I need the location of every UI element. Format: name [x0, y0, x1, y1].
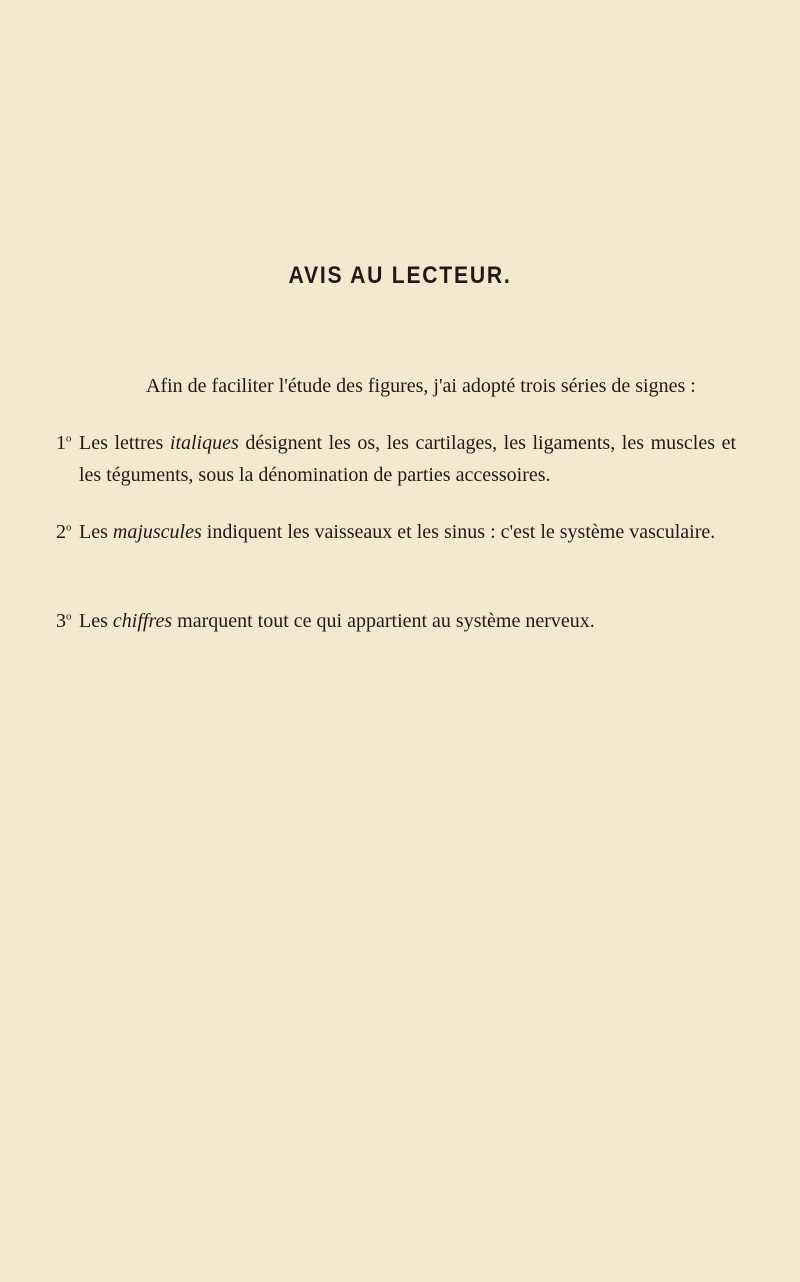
- item-number: 3$^o$: [56, 610, 72, 632]
- italic-term: majuscules: [112, 521, 202, 543]
- intro-paragraph: Afin de faciliter l'étude des figures, j'ai adopté trois séries de signes :: [146, 375, 696, 397]
- item-text: Les majuscules indiquent les vaisseaux et les sinus : c'est le système vasculaire.: [79, 521, 716, 543]
- item-text: Les chiffres marquent tout ce qui appartient au système nerveux.: [79, 610, 595, 632]
- italic-term: chiffres: [112, 610, 173, 632]
- item-number: 1$^o$: [56, 432, 72, 454]
- page-title: AVIS AU LECTEUR.: [288, 262, 512, 289]
- item-number: 2$^o$: [56, 521, 72, 543]
- list-item-2: [56, 516, 736, 548]
- italic-term: italiques: [169, 432, 239, 454]
- list-item-3: [56, 605, 736, 637]
- list-item-1: [56, 427, 736, 491]
- item-text: Les lettres italiques désignent les os, les cartilages, les ligaments, les muscles et les téguments, sous la dénomination de parties accessoires.: [79, 432, 736, 486]
